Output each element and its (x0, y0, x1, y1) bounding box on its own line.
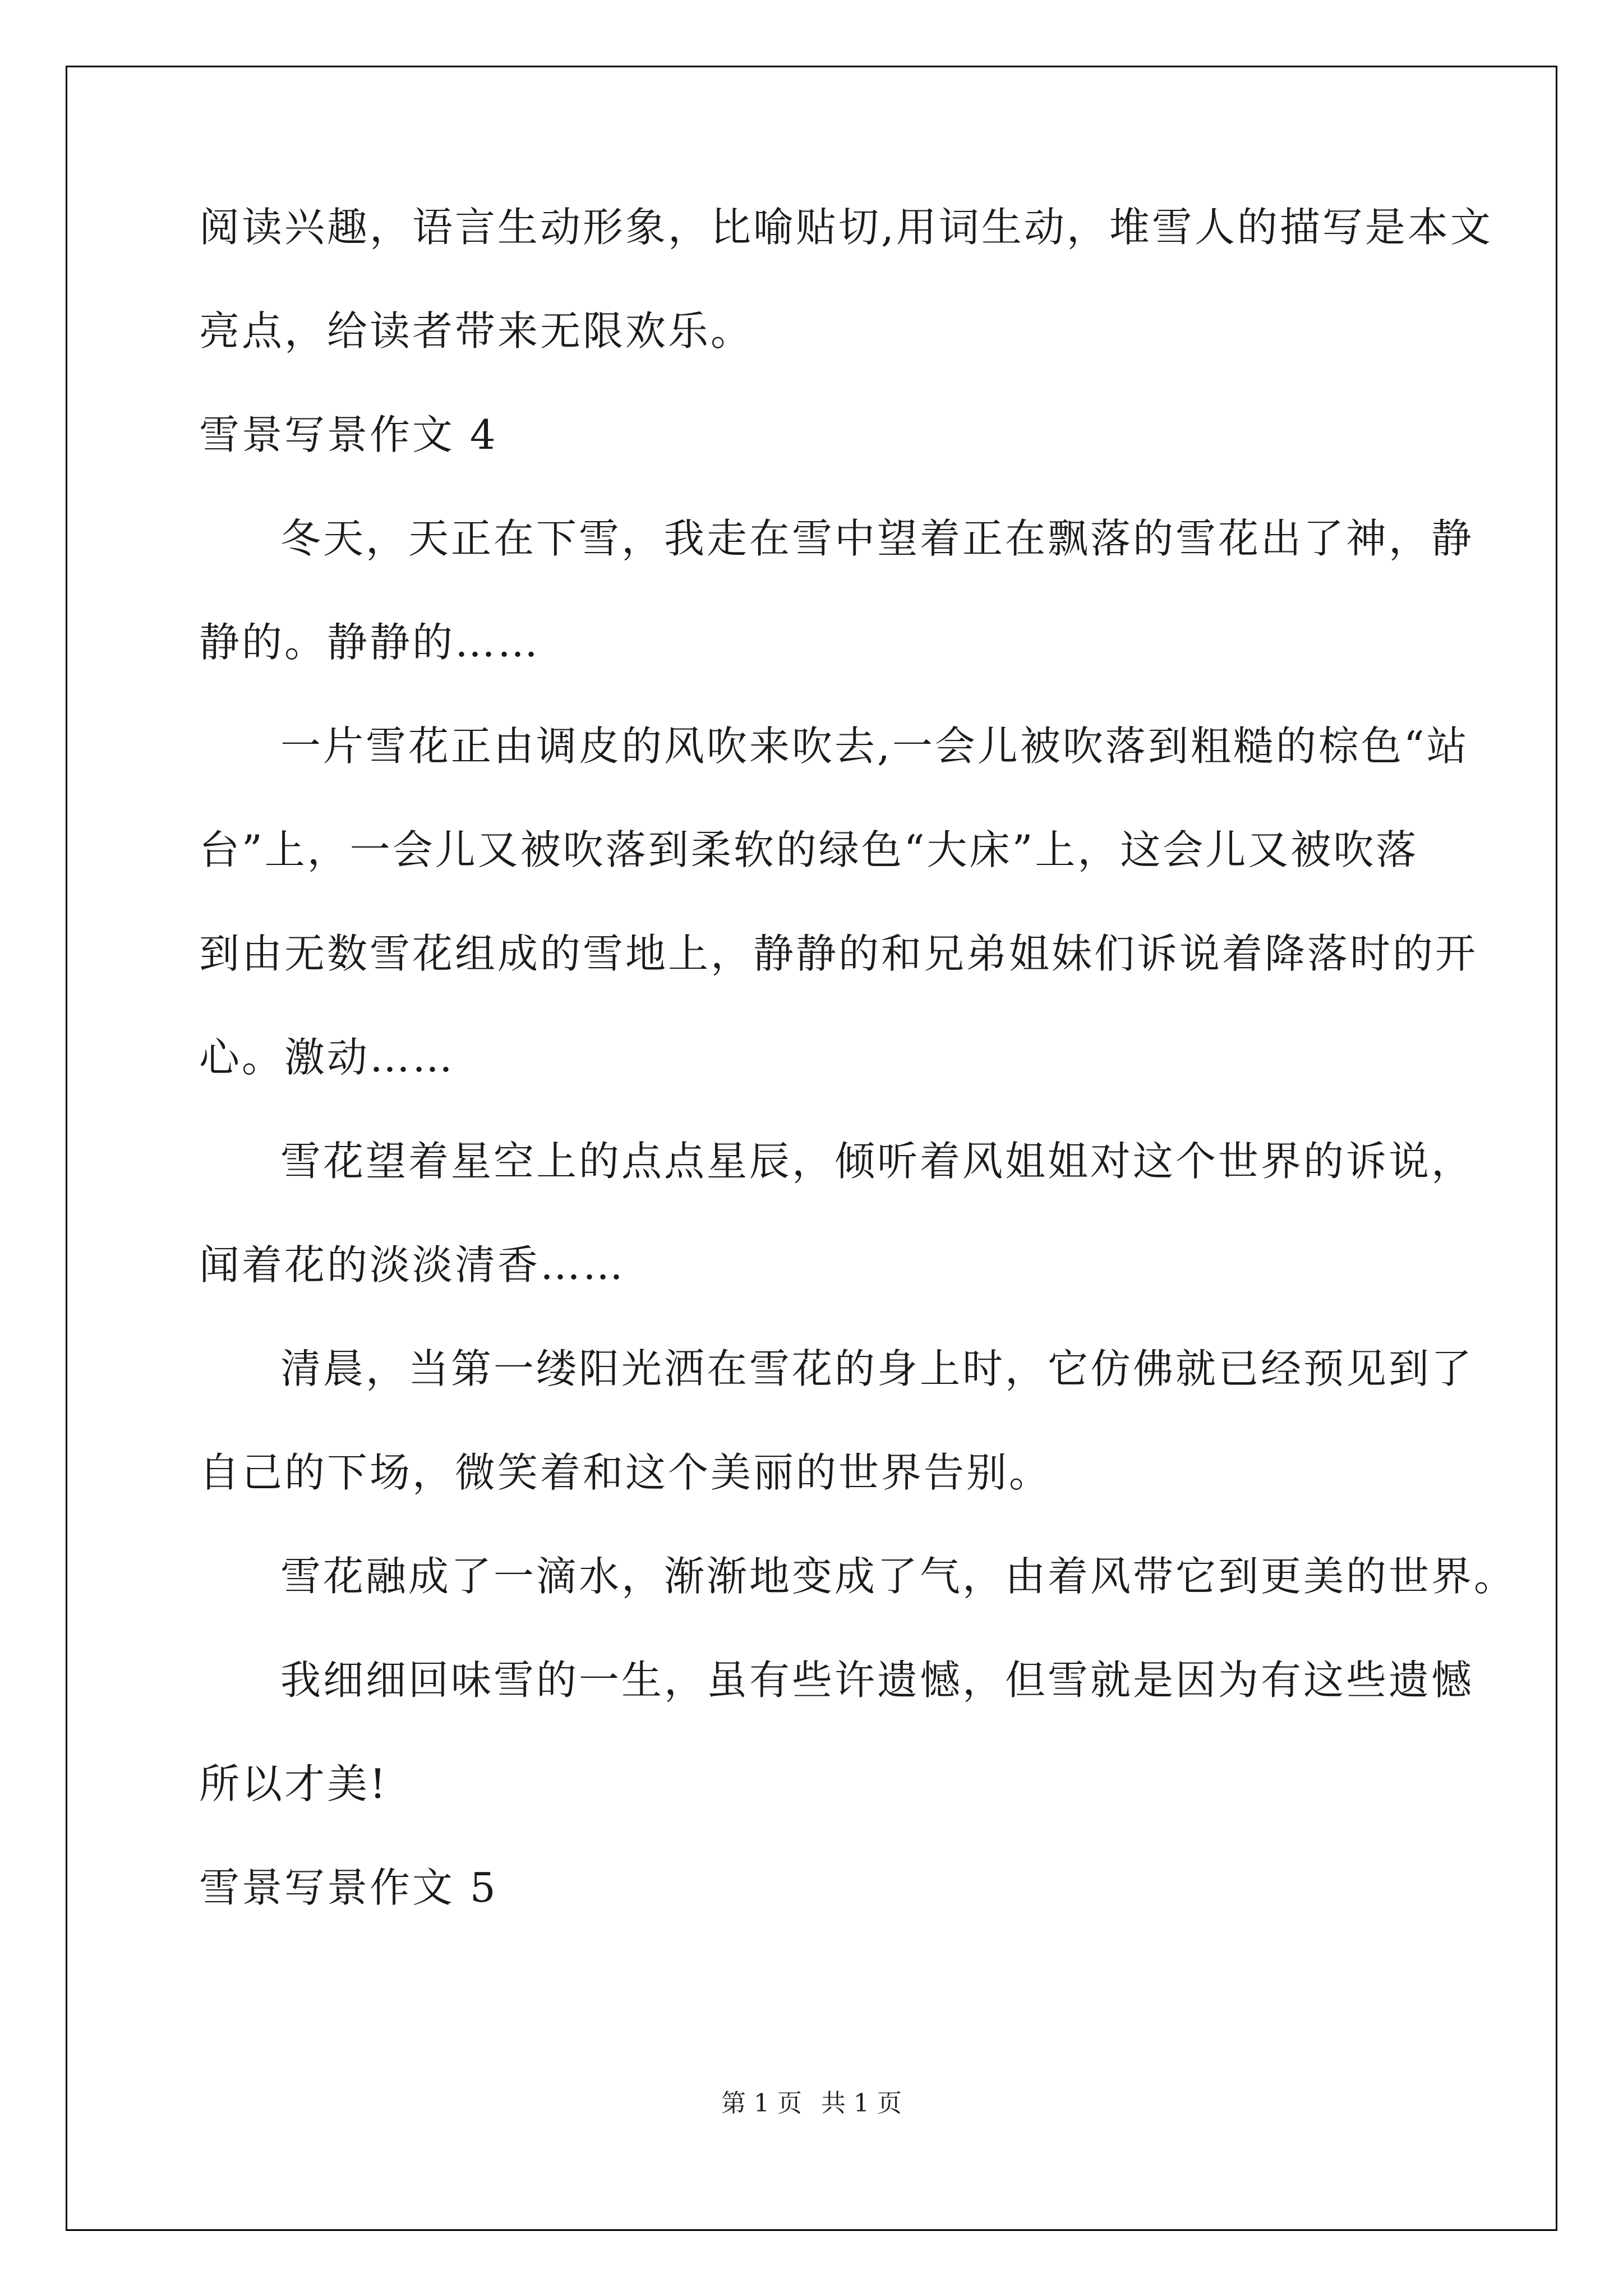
paragraph-line: 一片雪花正由调皮的风吹来吹去,一会儿被吹落到粗糙的棕色“站 (280, 723, 1469, 770)
paragraph-line: 到由无数雪花组成的雪地上，静静的和兄弟姐妹们诉说着降落时的开 (199, 930, 1478, 977)
section-heading: 雪景写景作文 5 (199, 1864, 498, 1911)
page-number-current: 第 1 页 (721, 2089, 802, 2118)
paragraph-line: 静的。静静的…… (199, 619, 541, 666)
paragraph-line: 台”上，一会儿又被吹落到柔软的绿色“大床”上，这会儿又被吹落 (199, 826, 1419, 873)
paragraph-line: 清晨，当第一缕阳光洒在雪花的身上时，它仿佛就已经预见到了 (280, 1345, 1474, 1392)
paragraph-line: 雪花融成了一滴水，渐渐地变成了气，由着风带它到更美的世界。 (280, 1553, 1517, 1600)
paragraph-line: 我细细回味雪的一生，虽有些许遗憾，但雪就是因为有这些遗憾 (280, 1657, 1474, 1704)
paragraph-line: 心。激动…… (199, 1034, 455, 1081)
page-footer (0, 2087, 1623, 2120)
paragraph-line: 冬天，天正在下雪，我走在雪中望着正在飘落的雪花出了神，静 (280, 515, 1474, 562)
paragraph-line: 自己的下场，微笑着和这个美丽的世界告别。 (199, 1449, 1052, 1496)
paragraph-line: 雪花望着星空上的点点星辰，倾听着风姐姐对这个世界的诉说， (280, 1138, 1474, 1185)
section-heading: 雪景写景作文 4 (199, 411, 498, 458)
paragraph-line: 亮点，给读者带来无限欢乐。 (199, 307, 754, 355)
paragraph-line: 所以才美! (199, 1760, 388, 1807)
page-number-total: 共 1 页 (821, 2089, 902, 2118)
paragraph-line: 阅读兴趣，语言生动形象，比喻贴切,用词生动，堆雪人的描写是本文 (199, 204, 1493, 251)
paragraph-line: 闻着花的淡淡清香…… (199, 1241, 626, 1289)
